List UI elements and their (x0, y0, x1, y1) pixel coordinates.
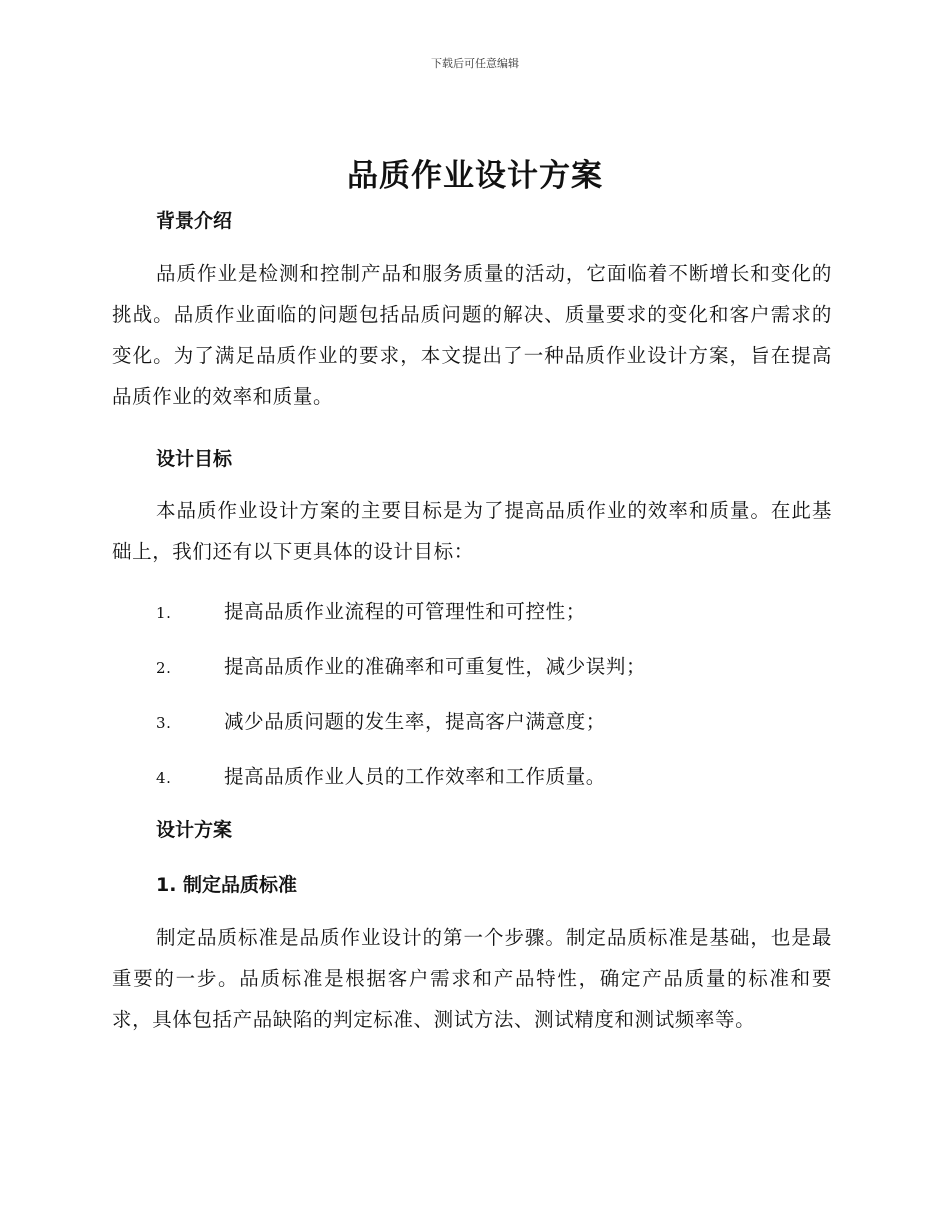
list-text: 提高品质作业人员的工作效率和工作质量。 (224, 765, 606, 788)
document-title: 品质作业设计方案 (347, 158, 603, 194)
section-heading-background: 背景介绍 (156, 210, 233, 232)
list-number: 3. (156, 714, 172, 732)
paragraph-standards: 制定品质标准是品质作业设计的第一个步骤。制定品质标准是基础，也是最重要的一步。品质标准是根据客户需求和产品特性，确定产品质量的标准和要求，具体包括产品缺陷的判定标准、测试方法、测试精度和测试频率等。 (112, 926, 832, 1031)
paragraph-background: 品质作业是检测和控制产品和服务质量的活动，它面临着不断增长和变化的挑战。品质作业面临的问题包括品质问题的解决、质量要求的变化和客户需求的变化。为了满足品质作业的要求，本文提出了一种品质作业设计方案，旨在提高品质作业的效率和质量。 (112, 262, 832, 408)
section-heading-goals: 设计目标 (156, 448, 233, 470)
list-item (156, 651, 646, 679)
list-number: 2. (156, 659, 172, 677)
list-text: 提高品质作业流程的可管理性和可控性； (224, 600, 586, 623)
list-number: 4. (156, 769, 172, 787)
paragraph-goals: 本品质作业设计方案的主要目标是为了提高品质作业的效率和质量。在此基础上，我们还有以下更具体的设计目标： (112, 499, 832, 563)
list-item (156, 706, 606, 734)
header-note: 下载后可任意编辑 (431, 57, 519, 70)
list-text: 提高品质作业的准确率和可重复性，减少误判； (224, 655, 647, 678)
list-item (156, 761, 606, 789)
list-number: 1. (156, 604, 172, 622)
list-item (156, 596, 586, 624)
subsection-heading-standards: 1. 制定品质标准 (156, 874, 298, 896)
section-heading-plan: 设计方案 (156, 819, 233, 841)
list-text: 减少品质问题的发生率，提高客户满意度； (224, 710, 606, 733)
